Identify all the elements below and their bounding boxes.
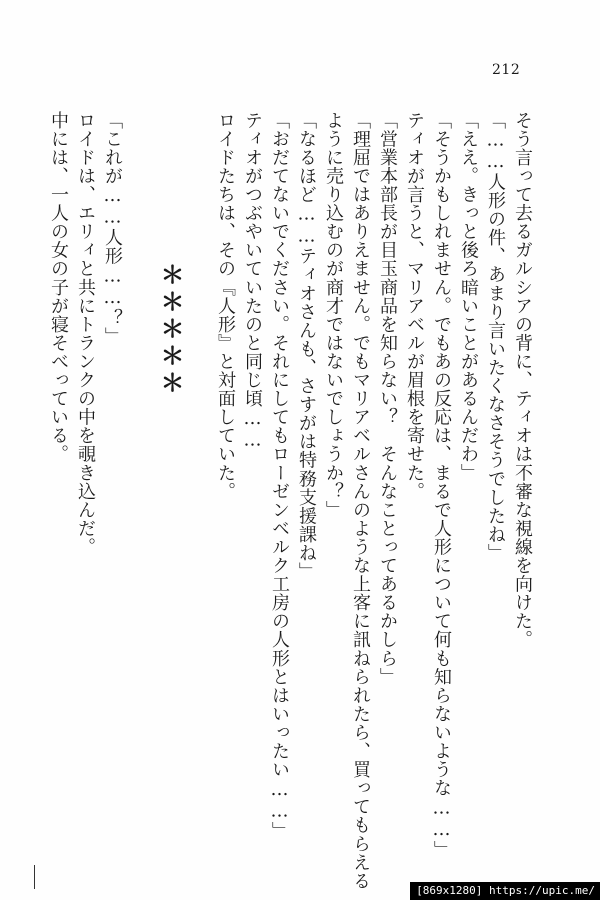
text-column: 「これが……人形……？」 xyxy=(102,111,123,346)
text-column: ように売り込むのが商才ではないでしょうか？」 xyxy=(323,111,344,520)
text-column: ティオが言うと、マリアベルが眉根を寄せた。 xyxy=(404,111,425,501)
text-column: 中には、一人の女の子が寝そべっている。 xyxy=(48,111,69,464)
text-column: 「ええ。きっと後ろ暗いことがあるんだわ」 xyxy=(458,111,479,482)
text-column: 「なるほど……ティオさんも、さすがは特務支援課ね」 xyxy=(296,111,317,581)
text-column: ロイドは、エリィと共にトランクの中を覗き込んだ。 xyxy=(75,111,96,557)
watermark: [869x1280] https://upic.me/ xyxy=(410,882,600,900)
text-column: ロイドたちは、その『人形』と対面していた。 xyxy=(215,111,236,501)
page-edge-mark xyxy=(34,865,35,889)
text-column: そう言って去るガルシアの背に、ティオは不審な視線を向けた。 xyxy=(512,111,533,649)
text-column: 「おだてないでください。それにしてもローゼンベルク工房の人形とはいったい……」 xyxy=(269,111,290,841)
text-column: ティオがつぶやいていたのと同じ頃…… xyxy=(242,111,263,451)
page-number: 212 xyxy=(492,62,521,78)
text-column: 「……人形の件、あまり言いたくなさそうでしたね」 xyxy=(485,111,506,563)
text-column: 「営業本部長が目玉商品を知らない？ そんなことってあるかしら」 xyxy=(377,111,398,687)
text-column: 「理屈ではありえません。でもマリアベルさんのような上客に訊ねられたら、買ってもらえる xyxy=(350,111,371,891)
text-column: 「そうかもしれません。でもあの反応は、まるで人形について何も知らないような……」 xyxy=(431,111,452,859)
section-break: ＊＊＊＊＊ xyxy=(156,262,185,397)
